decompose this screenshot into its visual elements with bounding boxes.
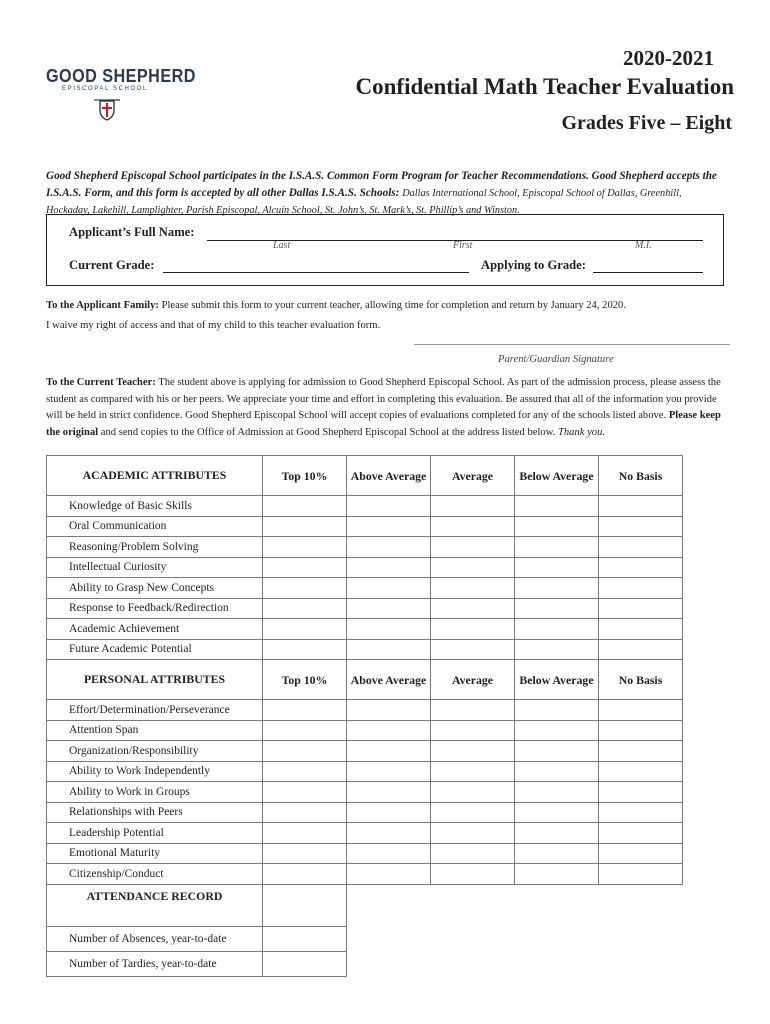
table-row: [47, 926, 683, 951]
first-name-label: First: [453, 240, 473, 251]
applicant-info-box: [46, 214, 724, 286]
keep-original-note: Please keep the original: [46, 410, 721, 438]
intro-school-list: Dallas International School, Episcopal School of Dallas, Greenhill, Hockaday, Lakehill, Lamplighter, Parish Episcopal, Alcuin School, St. John’s, St. Mark’s, St. Phillip’s and Winston.: [46, 188, 682, 216]
rating-cell[interactable]: [347, 823, 431, 844]
rating-cell[interactable]: [347, 619, 431, 640]
intro-paragraph: [46, 168, 722, 219]
rating-cell[interactable]: [347, 639, 431, 660]
column-header: Below Average: [515, 456, 599, 496]
rating-cell[interactable]: [515, 496, 599, 517]
rating-cell[interactable]: [263, 557, 347, 578]
teacher-text-continued: and send copies to the Office of Admission at Good Shepherd Episcopal School at the address listed below.: [100, 426, 556, 438]
personal-rows: [47, 700, 683, 885]
academic-rows: [47, 496, 683, 660]
rating-cell[interactable]: [263, 700, 347, 721]
rating-cell[interactable]: [347, 516, 431, 537]
rating-cell[interactable]: [347, 496, 431, 517]
rating-cell[interactable]: [515, 598, 599, 619]
table-row: [47, 782, 683, 803]
table-row: [47, 843, 683, 864]
rating-cell[interactable]: [515, 619, 599, 640]
table-row: [47, 639, 683, 660]
rating-cell[interactable]: [431, 537, 515, 558]
rating-cell[interactable]: [347, 598, 431, 619]
rating-cell[interactable]: [599, 823, 683, 844]
rating-cell[interactable]: [431, 578, 515, 599]
table-row: [47, 578, 683, 599]
attribute-label: Attention Span: [47, 720, 263, 741]
table-blank-area: [347, 884, 683, 926]
parent-signature-label: Parent/Guardian Signature: [498, 354, 614, 365]
academic-attributes-heading: ACADEMIC ATTRIBUTES: [47, 456, 263, 496]
attribute-label: Number of Absences, year-to-date: [47, 926, 263, 951]
rating-cell[interactable]: [515, 761, 599, 782]
rating-cell[interactable]: [599, 537, 683, 558]
rating-cell[interactable]: [599, 741, 683, 762]
rating-cell[interactable]: [347, 741, 431, 762]
column-header: No Basis: [599, 660, 683, 700]
attendance-cell[interactable]: [263, 884, 347, 926]
family-instructions: [46, 298, 726, 315]
rating-cell[interactable]: [599, 782, 683, 803]
table-row: [47, 496, 683, 517]
table-row: [47, 557, 683, 578]
rating-cell[interactable]: [263, 516, 347, 537]
rating-cell[interactable]: [515, 720, 599, 741]
rating-cell[interactable]: [515, 802, 599, 823]
rating-cell[interactable]: [347, 782, 431, 803]
column-header: Below Average: [515, 660, 599, 700]
middle-initial-label: M.I.: [635, 240, 652, 251]
table-row: [47, 720, 683, 741]
rating-cell[interactable]: [515, 516, 599, 537]
attribute-label: Citizenship/Conduct: [47, 864, 263, 885]
attribute-label: Organization/Responsibility: [47, 741, 263, 762]
rating-cell[interactable]: [599, 619, 683, 640]
waiver-text: I waive my right of access and that of my child to this teacher evaluation form.: [46, 320, 381, 331]
table-blank-area: [347, 951, 683, 976]
rating-cell[interactable]: [347, 578, 431, 599]
teacher-instructions: [46, 375, 726, 441]
rating-cell[interactable]: [263, 741, 347, 762]
teacher-label: To the Current Teacher:: [46, 377, 156, 388]
rating-cell[interactable]: [263, 578, 347, 599]
rating-cell[interactable]: [599, 598, 683, 619]
rating-cell[interactable]: [263, 843, 347, 864]
rating-cell[interactable]: [263, 639, 347, 660]
column-header: Average: [431, 456, 515, 496]
attendance-record-heading: ATTENDANCE RECORD: [47, 884, 263, 926]
table-row: [47, 700, 683, 721]
rating-cell[interactable]: [347, 843, 431, 864]
attribute-label: Oral Communication: [47, 516, 263, 537]
attribute-label: Reasoning/Problem Solving: [47, 537, 263, 558]
rating-cell[interactable]: [431, 700, 515, 721]
column-header: Above Average: [347, 660, 431, 700]
column-header: Above Average: [347, 456, 431, 496]
rating-cell[interactable]: [599, 720, 683, 741]
rating-cell[interactable]: [431, 782, 515, 803]
attribute-label: Future Academic Potential: [47, 639, 263, 660]
column-header: Top 10%: [263, 456, 347, 496]
rating-cell[interactable]: [263, 864, 347, 885]
rating-cell[interactable]: [599, 639, 683, 660]
rating-cell[interactable]: [599, 496, 683, 517]
rating-cell[interactable]: [599, 516, 683, 537]
family-label: To the Applicant Family:: [46, 300, 159, 311]
grades-subtitle: Grades Five – Eight: [561, 112, 732, 134]
rating-cell[interactable]: [263, 782, 347, 803]
rating-cell[interactable]: [263, 802, 347, 823]
rating-cell[interactable]: [263, 720, 347, 741]
rating-cell[interactable]: [599, 802, 683, 823]
rating-cell[interactable]: [263, 823, 347, 844]
table-row: [47, 537, 683, 558]
rating-cell[interactable]: [431, 619, 515, 640]
rating-cell[interactable]: [515, 823, 599, 844]
rating-cell[interactable]: [431, 864, 515, 885]
personal-header-row: [47, 660, 683, 700]
rating-cell[interactable]: [599, 864, 683, 885]
table-row: [47, 823, 683, 844]
rating-cell[interactable]: [263, 951, 347, 976]
rating-cell[interactable]: [263, 537, 347, 558]
rating-cell[interactable]: [431, 557, 515, 578]
column-header: Average: [431, 660, 515, 700]
attribute-label: Ability to Grasp New Concepts: [47, 578, 263, 599]
attendance-rows: [47, 926, 683, 976]
rating-cell[interactable]: [347, 557, 431, 578]
rating-cell[interactable]: [431, 802, 515, 823]
rating-cell[interactable]: [347, 761, 431, 782]
table-row: [47, 619, 683, 640]
rating-cell[interactable]: [431, 823, 515, 844]
thank-you-note: Thank you.: [557, 426, 606, 438]
table-row: [47, 516, 683, 537]
rating-cell[interactable]: [515, 864, 599, 885]
rating-cell[interactable]: [599, 578, 683, 599]
rating-cell[interactable]: [431, 720, 515, 741]
attribute-label: Effort/Determination/Perseverance: [47, 700, 263, 721]
attribute-label: Emotional Maturity: [47, 843, 263, 864]
table-row: [47, 761, 683, 782]
rating-cell[interactable]: [431, 598, 515, 619]
school-logo-name: GOOD SHEPHERD: [46, 66, 196, 86]
column-header: No Basis: [599, 456, 683, 496]
rating-cell[interactable]: [431, 843, 515, 864]
last-name-label: Last: [273, 240, 291, 251]
column-header: Top 10%: [263, 660, 347, 700]
rating-cell[interactable]: [263, 598, 347, 619]
current-grade-field[interactable]: [163, 272, 469, 273]
rating-cell[interactable]: [515, 537, 599, 558]
rating-cell[interactable]: [347, 864, 431, 885]
academic-header-row: [47, 456, 683, 496]
rating-cell[interactable]: [263, 926, 347, 951]
attribute-label: Ability to Work in Groups: [47, 782, 263, 803]
rating-cell[interactable]: [515, 782, 599, 803]
rating-cell[interactable]: [515, 700, 599, 721]
attribute-label: Response to Feedback/Redirection: [47, 598, 263, 619]
attribute-label: Relationships with Peers: [47, 802, 263, 823]
rating-cell[interactable]: [515, 578, 599, 599]
table-row: [47, 598, 683, 619]
rating-cell[interactable]: [515, 843, 599, 864]
table-blank-area: [347, 926, 683, 951]
rating-cell[interactable]: [599, 557, 683, 578]
table-row: [47, 802, 683, 823]
school-logo-subtitle: EPISCOPAL SCHOOL: [62, 86, 148, 92]
rating-cell[interactable]: [431, 761, 515, 782]
attendance-header-row: [47, 884, 683, 926]
rating-cell[interactable]: [347, 720, 431, 741]
current-grade-label: Current Grade:: [69, 258, 155, 272]
applying-grade-label: Applying to Grade:: [481, 258, 586, 272]
shield-icon: [92, 96, 122, 127]
rating-cell[interactable]: [431, 741, 515, 762]
attribute-label: Knowledge of Basic Skills: [47, 496, 263, 517]
attribute-label: Ability to Work Independently: [47, 761, 263, 782]
school-year: 2020-2021: [623, 46, 714, 70]
attribute-label: Leadership Potential: [47, 823, 263, 844]
rating-cell[interactable]: [347, 802, 431, 823]
rating-cell[interactable]: [431, 516, 515, 537]
attribute-label: Intellectual Curiosity: [47, 557, 263, 578]
rating-cell[interactable]: [599, 761, 683, 782]
rating-cell[interactable]: [431, 639, 515, 660]
intro-statement: Good Shepherd Episcopal School participates in the I.S.A.S. Common Form Program for Teacher Recommendations. Good Shepherd accepts the I.S.A.S. Form, and this form is accepted by all other Dallas I.S.A.S. Schools:: [46, 170, 717, 199]
rating-cell[interactable]: [515, 639, 599, 660]
rating-cell[interactable]: [263, 496, 347, 517]
rating-cell[interactable]: [599, 843, 683, 864]
rating-cell[interactable]: [515, 557, 599, 578]
rating-cell[interactable]: [599, 700, 683, 721]
family-text: Please submit this form to your current teacher, allowing time for completion and return by January 24, 2020.: [161, 300, 626, 311]
personal-attributes-heading: PERSONAL ATTRIBUTES: [47, 660, 263, 700]
page-title: Confidential Math Teacher Evaluation: [355, 74, 734, 99]
table-row: [47, 741, 683, 762]
rating-cell[interactable]: [263, 761, 347, 782]
applicant-name-label: Applicant’s Full Name:: [69, 225, 195, 239]
table-row: [47, 864, 683, 885]
rating-cell[interactable]: [347, 700, 431, 721]
rating-cell[interactable]: [347, 537, 431, 558]
teacher-text: The student above is applying for admission to Good Shepherd Episcopal School. As part of the admission process, please assess the student as compared with his or her peers. We appreciate your time and effort in completing this evaluation. Be assured that all of the information you provide will be held in strict confidence. Good Shepherd Episcopal School will accept copies of evaluations completed for any of the schools listed above.: [46, 377, 721, 421]
table-row: [47, 951, 683, 976]
attribute-label: Academic Achievement: [47, 619, 263, 640]
rating-cell[interactable]: [263, 619, 347, 640]
rating-cell[interactable]: [515, 741, 599, 762]
applying-grade-field[interactable]: [593, 272, 703, 273]
evaluation-table: [46, 455, 683, 977]
rating-cell[interactable]: [431, 496, 515, 517]
parent-signature-field[interactable]: [414, 344, 730, 345]
attribute-label: Number of Tardies, year-to-date: [47, 951, 263, 976]
